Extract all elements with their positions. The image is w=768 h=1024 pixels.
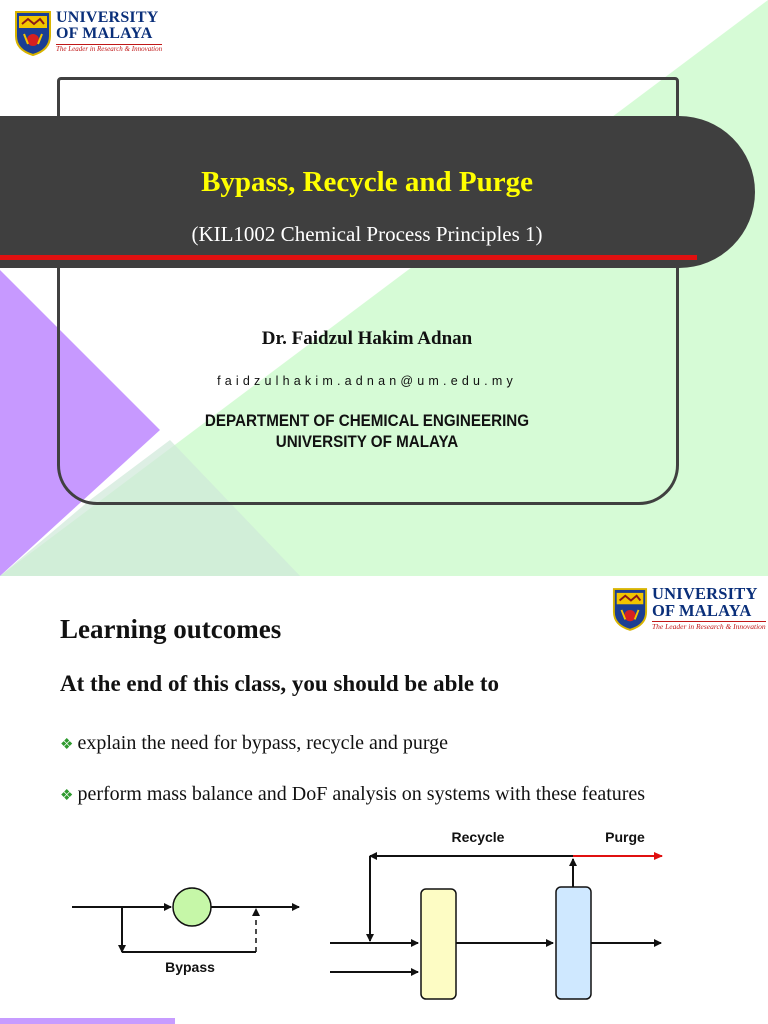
bypass-diagram xyxy=(72,888,299,975)
slide-title: Bypass, Recycle and Purge xyxy=(201,166,533,198)
bypass-label: Bypass xyxy=(165,959,215,975)
department-line-2: UNIVERSITY OF MALAYA xyxy=(275,433,459,451)
intro-text: At the end of this class, you should be able to xyxy=(60,671,499,696)
title-underline xyxy=(0,255,697,260)
separator-unit xyxy=(556,887,591,999)
bottom-accent-strip xyxy=(0,1018,175,1024)
logo-tagline: The Leader in Research & Innovation xyxy=(56,45,163,53)
logo-line-2: OF MALAYA xyxy=(652,600,752,620)
diamond-bullet-icon: ❖ xyxy=(60,737,74,753)
author-name: Dr. Faidzul Hakim Adnan xyxy=(261,328,473,349)
learning-outcomes-slide xyxy=(0,576,768,1024)
logo-line-2: OF MALAYA xyxy=(56,25,153,42)
diamond-bullet-icon: ❖ xyxy=(60,788,74,804)
university-logo xyxy=(14,10,162,56)
logo-line-1: UNIVERSITY xyxy=(56,9,159,26)
department xyxy=(29,411,704,453)
purge-label: Purge xyxy=(605,829,645,845)
bullet-text: explain the need for bypass, recycle and purge xyxy=(77,732,449,754)
process-diagrams xyxy=(0,576,768,1024)
recycle-label: Recycle xyxy=(451,829,505,845)
logo-line-1: UNIVERSITY xyxy=(652,584,758,603)
reactor-unit xyxy=(421,889,456,999)
bullet-text: perform mass balance and DoF analysis on systems with these features xyxy=(77,783,646,805)
slide-heading: Learning outcomes xyxy=(60,614,282,644)
author-email: faidzulhakim.adnan@um.edu.my xyxy=(217,374,517,388)
logo-tagline: The Leader in Research & Innovation xyxy=(652,622,766,631)
crest-icon xyxy=(14,10,52,56)
slide-subtitle: (KIL1002 Chemical Process Principles 1) xyxy=(191,222,543,246)
process-unit xyxy=(173,888,211,926)
recycle-purge-diagram xyxy=(330,829,662,999)
department-line-1: DEPARTMENT OF CHEMICAL ENGINEERING xyxy=(204,412,530,430)
